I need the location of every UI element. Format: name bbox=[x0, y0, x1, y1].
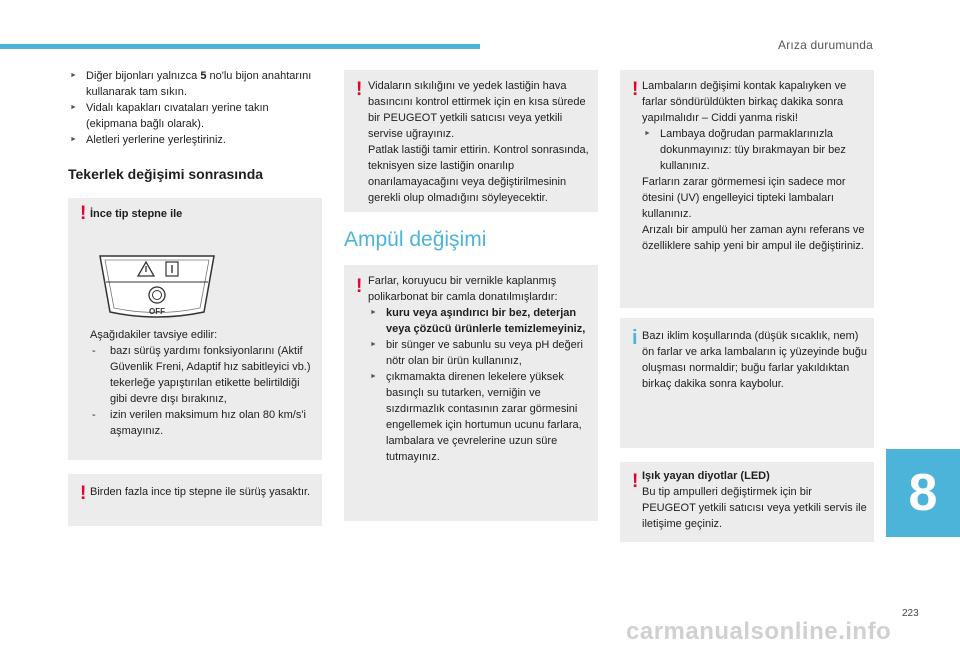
thin-spare-body bbox=[90, 327, 312, 439]
paragraph: Farların zarar görmemesi için sadece mor ötesini (UV) engelleyici tipteki lambaları kullanınız. bbox=[642, 176, 846, 220]
watermark: carmanualsonline.info bbox=[626, 618, 892, 645]
box-text bbox=[642, 78, 872, 254]
paragraph: Lambaların değişimi kontak kapalıyken ve farlar söndürüldükten birkaç dakika sonra yapılmalıdır – Ciddi yanma riski! bbox=[642, 80, 847, 124]
section-heading: Tekerlek değişimi sonrasında bbox=[68, 166, 264, 182]
box-title: Işık yayan diyotlar (LED) bbox=[642, 470, 770, 482]
list-item: ► Vidalı kapakları cıvataları yerine takın (ekipmana bağlı olarak). bbox=[68, 100, 320, 132]
box-text: Bazı iklim koşullarında (düşük sıcaklık, nem) ön farlar ve arka lambaların iç yüzeyinde buğu oluşması normaldir; buğu farlar yakıldıktan birkaç dakika sonra kaybolur. bbox=[642, 330, 868, 390]
warning-icon: ! bbox=[632, 79, 639, 100]
tyre-check-warning-box bbox=[344, 70, 598, 212]
section-heading: Ampül değişimi bbox=[344, 228, 487, 251]
svg-text:OFF: OFF bbox=[149, 307, 165, 316]
multiple-spare-warning-box bbox=[68, 474, 322, 526]
paragraph: Farlar, koruyucu bir vernikle kaplanmış polikarbonat bir camla donatılmışlardır: bbox=[368, 275, 558, 303]
bulb-change-warning-box bbox=[620, 70, 874, 308]
chapter-title: Arıza durumunda bbox=[778, 38, 874, 52]
headlamp-care-box bbox=[344, 265, 598, 521]
box-text: Birden fazla ince tip stepne ile sürüş yasaktır. bbox=[90, 486, 311, 498]
info-icon: i bbox=[632, 327, 638, 349]
list-item: - bazı sürüş yardımı fonksiyonlarını (Aktif Güvenlik Freni, Adaptif hız sabitleyici vb.) tekerleğe yapıştırılan etikette belirtildiği gibi devre dışı bırakınız, bbox=[90, 343, 312, 407]
list-item: ► çıkmamakta direnen lekelere yüksek basınçlı su tutarken, verniğin ve sızdırmazlık contasının zarar görmesini engellemek için hortumun ucunu farlara, lambalara ve çevrelerine uzun süre tutmayınız. bbox=[368, 369, 596, 465]
warning-icon: ! bbox=[80, 483, 87, 504]
list-item: ► Diğer bijonları yalnızca 5 no'lu bijon anahtarını kullanarak tam sıkın. bbox=[68, 68, 320, 100]
list-item: ► Lambaya doğrudan parmaklarınızla dokunmayınız: tüy bırakmayan bir bez kullanınız. bbox=[642, 126, 872, 174]
warning-icon: ! bbox=[632, 471, 639, 492]
paragraph: Bu tip ampulleri değiştirmek için bir PEUGEOT yetkili satıcısı veya yetkili servis ile iletişime geçiniz. bbox=[642, 486, 867, 530]
page-number: 223 bbox=[902, 608, 919, 619]
list-item: ► Aletleri yerlerine yerleştiriniz. bbox=[68, 132, 320, 148]
chapter-tab bbox=[886, 449, 960, 537]
warning-icon: ! bbox=[356, 79, 363, 100]
box-text bbox=[642, 468, 868, 532]
condensation-info-box bbox=[620, 318, 874, 448]
header-accent-bar bbox=[0, 44, 480, 49]
warning-icon: ! bbox=[356, 276, 363, 297]
list-item: ► kuru veya aşındırıcı bir bez, deterjan veya çözücü ürünlerle temizlemeyiniz, bbox=[368, 305, 596, 337]
led-warning-box bbox=[620, 462, 874, 542]
box-intro: Aşağıdakiler tavsiye edilir: bbox=[90, 329, 218, 341]
chapter-number: 8 bbox=[908, 464, 938, 522]
dashboard-illustration bbox=[96, 250, 218, 322]
col1-bullets bbox=[68, 68, 320, 148]
box-text bbox=[368, 273, 596, 465]
paragraph: Arızalı bir ampulü her zaman aynı referans ve özelliklere sahip yeni bir ampul ile değiştiriniz. bbox=[642, 224, 865, 252]
warning-icon: ! bbox=[80, 203, 87, 224]
paragraph: Vidaların sıkılığını ve yedek lastiğin hava basıncını kontrol ettirmek için en kısa sürede bir PEUGEOT yetkili satıcısı veya yetkili servise uğrayınız. bbox=[368, 80, 586, 140]
list-item: ► bir sünger ve sabunlu su veya pH değeri nötr olan bir ürün kullanınız, bbox=[368, 337, 596, 369]
box-title: İnce tip stepne ile bbox=[90, 208, 183, 220]
list-item: - izin verilen maksimum hız olan 80 km/s'i aşmayınız. bbox=[90, 407, 312, 439]
box-text bbox=[368, 78, 596, 206]
paragraph: Patlak lastiği tamir ettirin. Kontrol sonrasında, teknisyen size lastiğin onarılıp onarılamayacağını veya değiştirilmesinin gerekli olup olmadığını söyleyecektir. bbox=[368, 144, 589, 204]
